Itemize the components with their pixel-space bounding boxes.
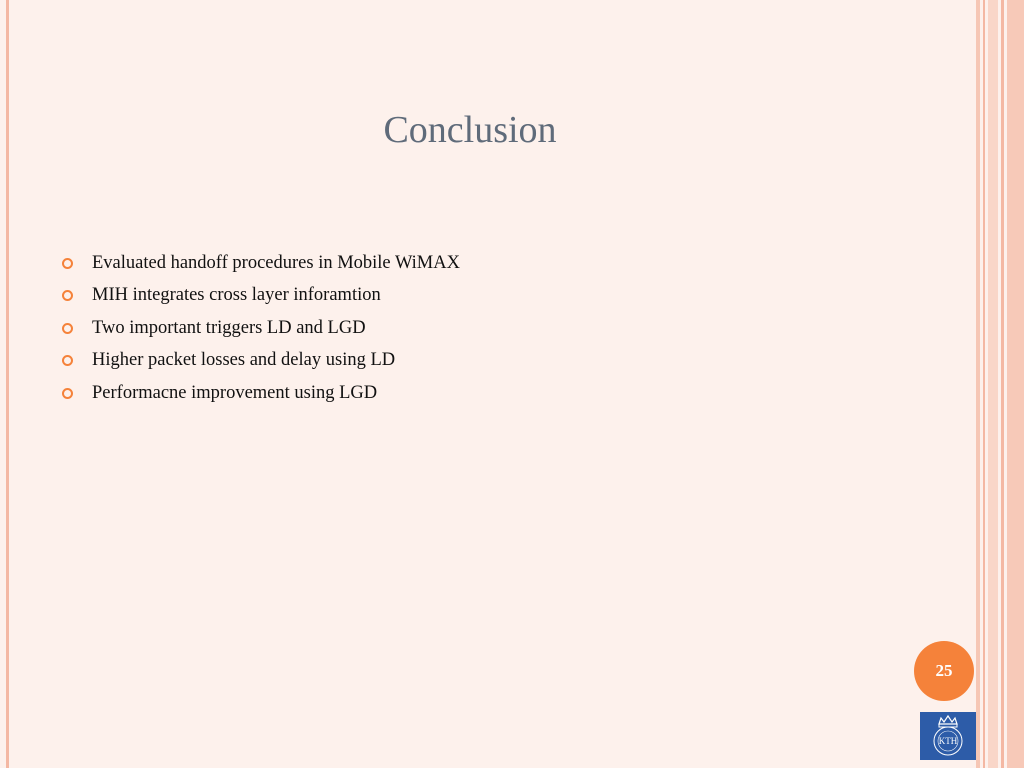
bullet-item (62, 250, 460, 282)
right-stripe (1001, 0, 1004, 768)
kth-crest-icon (920, 712, 976, 760)
bullet-text: Performacne improvement using LGD (92, 382, 378, 403)
bullet-text: Two important triggers LD and LGD (92, 317, 366, 338)
right-border-stripes (976, 0, 1024, 768)
bullet-item (62, 347, 460, 379)
bullet-item (62, 380, 460, 412)
ring-bullet-icon (62, 388, 73, 399)
right-stripe (976, 0, 980, 768)
ring-bullet-icon (62, 290, 73, 301)
right-stripe (1007, 0, 1024, 768)
slide-title: Conclusion (383, 109, 557, 151)
page-number-badge: 25 (914, 641, 974, 701)
kth-logo-text: KTH (938, 736, 958, 746)
right-stripe (988, 0, 998, 768)
bullet-list (62, 250, 460, 412)
bullet-text: Higher packet losses and delay using LD (92, 350, 396, 371)
ring-bullet-icon (62, 258, 73, 269)
ring-bullet-icon (62, 323, 73, 334)
bullet-item (62, 315, 460, 347)
bullet-item (62, 282, 460, 314)
right-stripe (983, 0, 985, 768)
bullet-text: MIH integrates cross layer inforamtion (92, 285, 381, 306)
ring-bullet-icon (62, 355, 73, 366)
bullet-text: Evaluated handoff procedures in Mobile WiMAX (92, 253, 460, 273)
